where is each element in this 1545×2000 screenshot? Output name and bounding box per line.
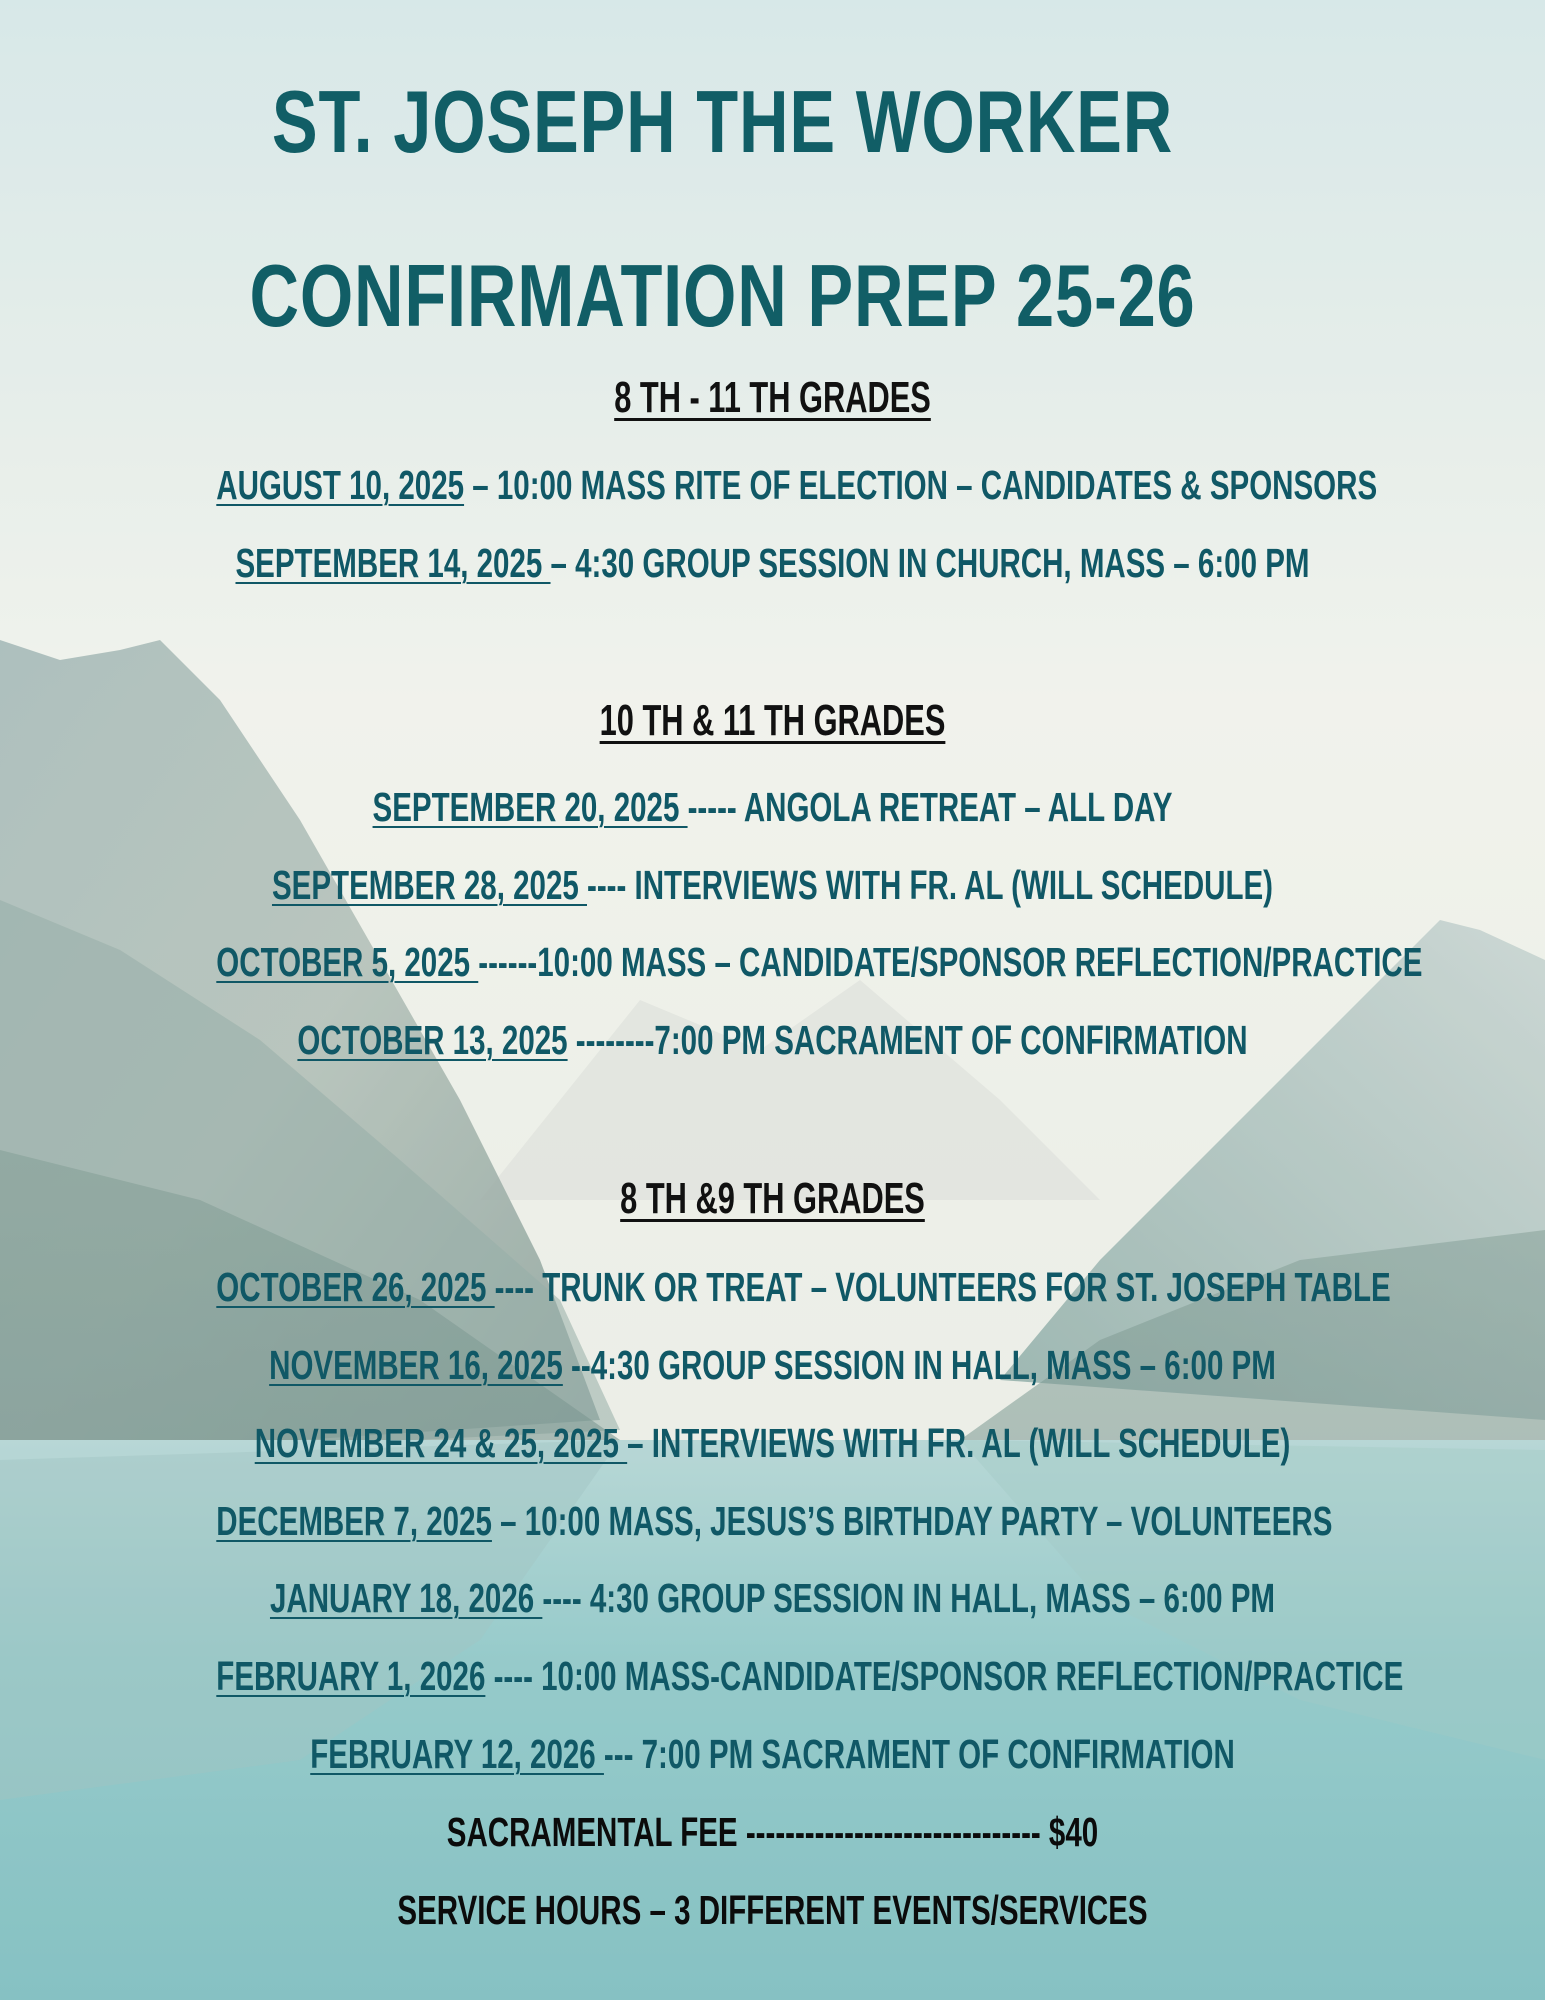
event-detail: --4:30 GROUP SESSION IN HALL, MASS – 6:00 PM	[562, 1342, 1276, 1388]
event-detail: --------7:00 PM SACRAMENT OF CONFIRMATION	[567, 1017, 1248, 1063]
event-date: FEBRUARY 1, 2026	[216, 1653, 486, 1699]
event-date: AUGUST 10, 2025	[216, 462, 465, 508]
event-row	[216, 784, 1328, 830]
event-detail: ---- TRUNK OR TREAT – VOLUNTEERS FOR ST. JOSEPH TABLE	[494, 1264, 1391, 1310]
event-detail: – 4:30 GROUP SESSION IN CHURCH, MASS – 6:00 PM	[550, 540, 1310, 586]
event-date: NOVEMBER 16, 2025	[269, 1342, 563, 1388]
section-heading-text: 10 TH & 11 TH GRADES	[599, 696, 946, 745]
section-heading-8-11	[232, 373, 1314, 422]
event-date: OCTOBER 26, 2025	[216, 1264, 495, 1310]
event-row	[216, 1575, 1328, 1621]
event-detail: --- 7:00 PM SACRAMENT OF CONFIRMATION	[603, 1731, 1235, 1777]
event-row	[216, 1420, 1328, 1466]
event-detail: – INTERVIEWS WITH FR. AL (WILL SCHEDULE)	[627, 1420, 1291, 1466]
event-detail: ---- 4:30 GROUP SESSION IN HALL, MASS – 6:00 PM	[542, 1575, 1276, 1621]
event-row	[216, 1342, 1328, 1388]
section-heading-text: 8 TH &9 TH GRADES	[620, 1174, 925, 1223]
event-row	[216, 1653, 1404, 1699]
event-date: OCTOBER 5, 2025	[216, 939, 479, 985]
event-detail: ------10:00 MASS – CANDIDATE/SPONSOR REFLECTION/PRACTICE	[478, 939, 1423, 985]
event-detail: ---- 10:00 MASS-CANDIDATE/SPONSOR REFLECTION/PRACTICE	[485, 1653, 1404, 1699]
flyer-title-program: CONFIRMATION PREP 25-26	[249, 246, 1196, 345]
event-detail: – 10:00 MASS, JESUS’S BIRTHDAY PARTY – VOLUNTEERS	[491, 1498, 1333, 1544]
event-detail: ----- ANGOLA RETREAT – ALL DAY	[687, 784, 1173, 830]
event-date: NOVEMBER 24 & 25, 2025	[254, 1420, 628, 1466]
sacramental-fee-line: SACRAMENTAL FEE ------------------------------ $40	[446, 1809, 1099, 1855]
event-row	[216, 540, 1328, 586]
event-date: DECEMBER 7, 2025	[216, 1498, 492, 1544]
event-detail: – 10:00 MASS RITE OF ELECTION – CANDIDATES & SPONSORS	[464, 462, 1378, 508]
event-row	[216, 939, 1423, 985]
event-date: JANUARY 18, 2026	[269, 1575, 543, 1621]
section-heading-text: 8 TH - 11 TH GRADES	[614, 373, 931, 422]
event-date: OCTOBER 13, 2025	[297, 1017, 568, 1063]
event-row	[216, 1498, 1333, 1544]
section-heading-8-9	[232, 1174, 1314, 1223]
event-date: SEPTEMBER 28, 2025	[271, 862, 587, 908]
event-row	[216, 462, 1378, 508]
service-hours-line: SERVICE HOURS – 3 DIFFERENT EVENTS/SERVICES	[397, 1887, 1148, 1933]
event-row	[216, 862, 1328, 908]
event-date: SEPTEMBER 14, 2025	[235, 540, 551, 586]
event-row	[216, 1017, 1328, 1063]
event-date: SEPTEMBER 20, 2025	[372, 784, 688, 830]
event-row	[216, 1264, 1391, 1310]
event-detail: ---- INTERVIEWS WITH FR. AL (WILL SCHEDULE)	[586, 862, 1274, 908]
section-heading-10-11	[232, 696, 1314, 745]
event-row	[216, 1731, 1328, 1777]
event-date: FEBRUARY 12, 2026	[310, 1731, 604, 1777]
flyer-title-parish: ST. JOSEPH THE WORKER	[271, 72, 1174, 171]
